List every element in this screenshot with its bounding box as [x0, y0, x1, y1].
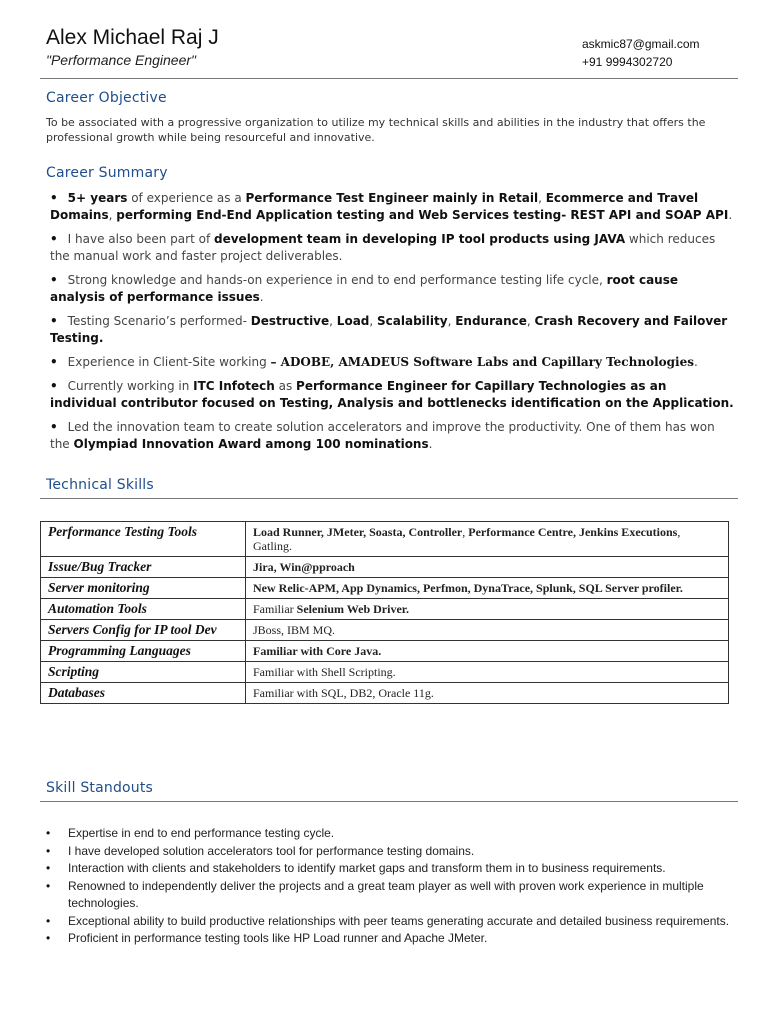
text-run: which reduces the manual work and faster project deliverables.	[50, 232, 716, 263]
summary-item	[46, 419, 736, 453]
skill-category: Automation Tools	[41, 599, 246, 620]
bold-text: Performance Engineer for Capillary Technologies as an individual contributor focused on Testing, Analysis and bottlenecks identification on the Application.	[50, 379, 734, 410]
text-run: Experience in Client-Site working	[67, 355, 271, 369]
skill-category: Servers Config for IP tool Dev	[41, 620, 246, 641]
bullet-icon: •	[50, 314, 58, 328]
standout-item: • Proficient in performance testing tools like HP Load runner and Apache JMeter.	[46, 930, 736, 948]
summary-item	[46, 190, 736, 224]
skill-values	[246, 620, 729, 641]
summary-item	[46, 313, 736, 347]
header-divider	[40, 78, 738, 79]
bold-text: Destructive	[250, 314, 330, 328]
skill-category: Performance Testing Tools	[41, 522, 246, 557]
text-run: .	[428, 437, 433, 451]
career-summary-heading: Career Summary	[46, 165, 168, 181]
bold-text: Load	[336, 314, 370, 328]
skill-values	[246, 578, 729, 599]
text-run: ,	[369, 314, 378, 328]
summary-item	[46, 378, 736, 412]
text-run: I have also been part of	[67, 232, 214, 246]
phone-text: +91 9994302720	[582, 55, 673, 69]
career-objective-heading: Career Objective	[46, 90, 167, 106]
skill-values	[246, 599, 729, 620]
skills-row	[41, 522, 729, 557]
career-summary-list	[46, 190, 736, 460]
text-run: as	[274, 379, 297, 393]
text-run: ,	[108, 208, 117, 222]
career-objective-text: To be associated with a progressive organization to utilize my technical skills and abilities in the industry that offers the professional growth while being resourceful and innovative.	[46, 116, 706, 144]
skill-standouts-divider	[40, 801, 738, 802]
bold-text: Load Runner, JMeter, Soasta, Controller	[253, 525, 463, 539]
skill-category: Issue/Bug Tracker	[41, 557, 246, 578]
bold-text: ITC Infotech	[193, 379, 275, 393]
skills-row	[41, 662, 729, 683]
bold-text: Jira, Win@pproach	[253, 560, 355, 574]
text-run: JBoss, IBM MQ.	[253, 623, 336, 637]
bold-text: Performance Test Engineer mainly in Retail	[245, 191, 539, 205]
text-run: ,	[329, 314, 337, 328]
bold-text: root cause analysis of performance issues	[50, 273, 678, 304]
summary-item	[46, 231, 736, 265]
technical-skills-table	[40, 521, 729, 704]
skills-row	[41, 578, 729, 599]
bold-text: performing End-End Application testing and Web Services testing- REST API and SOAP API	[116, 208, 729, 222]
standout-item: • Renowned to independently deliver the projects and a great team player as well with proven work experience in multiple technologies.	[46, 878, 736, 913]
bullet-icon: •	[50, 379, 58, 393]
standout-item: • Interaction with clients and stakeholders to identify market gaps and transform them in to business requirements.	[46, 860, 736, 878]
text-run: Testing Scenario’s performed-	[67, 314, 251, 328]
text-run: ,	[538, 191, 546, 205]
text-run: Familiar with Shell Scripting.	[253, 665, 396, 679]
skill-category: Scripting	[41, 662, 246, 683]
text-run: .	[728, 208, 733, 222]
skill-standouts-list	[46, 825, 736, 948]
bold-text: Scalability	[377, 314, 448, 328]
standout-item: • Exceptional ability to build productive relationships with peer teams generating accurate and detailed business requirements.	[46, 913, 736, 931]
text-run: ,	[526, 314, 535, 328]
skill-values	[246, 557, 729, 578]
bold-text: Crash Recovery and Failover Testing.	[50, 314, 728, 345]
text-run: , Gatling.	[253, 525, 681, 553]
bullet-icon: •	[50, 191, 58, 205]
text-run: Strong knowledge and hands-on experience in end to end performance testing life cycle,	[67, 273, 607, 287]
bold-text: Ecommerce and Travel Domains	[50, 191, 699, 222]
skill-values	[246, 522, 729, 557]
bold-text: Endurance	[455, 314, 527, 328]
standout-item: • I have developed solution accelerators tool for performance testing domains.	[46, 843, 736, 861]
skill-values	[246, 662, 729, 683]
text-run: ,	[447, 314, 456, 328]
bold-text: 5+ years	[67, 191, 128, 205]
bullet-icon: •	[50, 232, 58, 246]
bold-text: New Relic-APM, App Dynamics, Perfmon, DynaTrace, Splunk, SQL Server profiler.	[253, 581, 683, 595]
skill-standouts-heading: Skill Standouts	[46, 780, 154, 796]
contact-block	[582, 35, 700, 71]
summary-item	[46, 354, 736, 371]
text-run: Currently working in	[67, 379, 194, 393]
bullet-icon: •	[50, 273, 58, 287]
text-run: Familiar	[253, 602, 297, 616]
skills-row	[41, 620, 729, 641]
bold-text: development team in developing IP tool products using JAVA	[214, 232, 626, 246]
skills-row	[41, 641, 729, 662]
text-run: Familiar with SQL, DB2, Oracle 11g.	[253, 686, 434, 700]
skill-category: Programming Languages	[41, 641, 246, 662]
bold-text: Selenium Web Driver.	[296, 602, 410, 616]
text-run: .	[259, 290, 264, 304]
email-text: askmic87@gmail.com	[582, 37, 700, 51]
bold-text: Olympiad Innovation Award among 100 nominations	[73, 437, 429, 451]
text-run: Led the innovation team to create solution accelerators and improve the productivity. One of them has won the	[50, 420, 715, 451]
skill-category: Server monitoring	[41, 578, 246, 599]
bold-text: Performance Centre, Jenkins Executions	[468, 525, 678, 539]
candidate-role: "Performance Engineer"	[46, 52, 197, 68]
skill-category: Databases	[41, 683, 246, 704]
summary-item	[46, 272, 736, 306]
skills-row	[41, 683, 729, 704]
skill-values	[246, 683, 729, 704]
skill-values	[246, 641, 729, 662]
bold-text: – ADOBE, AMADEUS Software Labs and Capillary Technologies	[270, 355, 694, 369]
standout-item: • Expertise in end to end performance testing cycle.	[46, 825, 736, 843]
text-run: ,	[462, 525, 469, 539]
bold-text: Familiar with Core Java.	[253, 644, 382, 658]
skills-row	[41, 599, 729, 620]
skills-row	[41, 557, 729, 578]
technical-skills-divider	[40, 498, 738, 499]
technical-skills-heading: Technical Skills	[46, 477, 154, 493]
text-run: .	[693, 355, 698, 369]
candidate-name: Alex Michael Raj J	[46, 26, 219, 49]
bullet-icon: •	[50, 420, 58, 434]
text-run: of experience as a	[127, 191, 246, 205]
bullet-icon: •	[50, 355, 58, 369]
